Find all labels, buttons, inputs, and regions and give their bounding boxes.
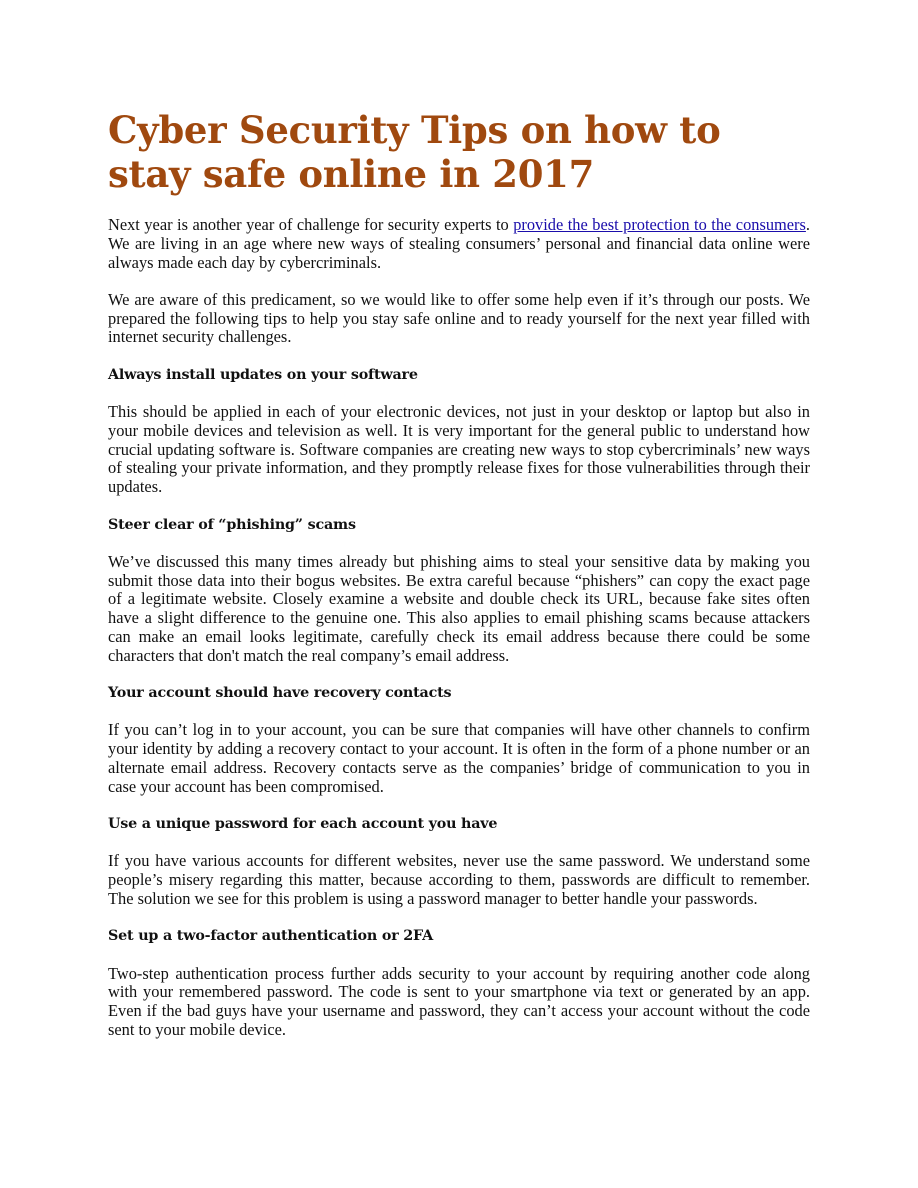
- intro-text-after-link: . We are living in an age where new ways of stealing consumers’ personal and financial data online were always made each day by cybercriminals.: [108, 215, 811, 272]
- section-heading-password: Use a unique password for each account you have: [108, 816, 498, 833]
- section-body-2fa: Two-step authentication process further adds security to your account by requiring another code along with your remembered password. The code is sent to your smartphone via text or generated by an app. Even if the bad guys have your username and password, they can’t access your account without the code sent to your mobile device.: [108, 963, 810, 1039]
- paragraph-2: We are aware of this predicament, so we would like to offer some help even if it’s through our posts. We prepared the following tips to help you stay safe online and to ready yourself for the next year filled with internet security challenges.: [108, 289, 810, 347]
- section-body-password: If you have various accounts for different websites, never use the same password. We understand some people’s misery regarding this matter, because according to them, passwords are difficult to remember. The solution we see for this problem is using a password manager to better handle your passwords.: [108, 851, 810, 909]
- document-page: [108, 108, 810, 1058]
- section-heading-recovery: Your account should have recovery contacts: [108, 685, 452, 702]
- section-body-updates: This should be applied in each of your electronic devices, not just in your desktop or laptop but also in your mobile devices and television as well. It is very important for the general public to understand how crucial updating software is. Software companies are creating new ways to stop cybercriminals’ new ways of stealing your private information, and they promptly release fixes for those vulnerabilities through their updates.: [108, 402, 810, 497]
- intro-text-before-link: Next year is another year of challenge for security experts to: [108, 215, 514, 234]
- section-heading-phishing: Steer clear of “phishing” scams: [108, 516, 356, 533]
- section-heading-2fa: Set up a two-factor authentication or 2FA: [108, 928, 434, 945]
- section-body-recovery: If you can’t log in to your account, you can be sure that companies will have other channels to confirm your identity by adding a recovery contact to your account. It is often in the form of a phone number or an alternate email address. Recovery contacts serve as the companies’ bridge of communication to you in case your account has been compromised.: [108, 720, 810, 796]
- protection-link[interactable]: provide the best protection to the consumers: [513, 215, 806, 234]
- section-body-phishing: We’ve discussed this many times already but phishing aims to steal your sensitive data by making you submit those data into their bogus websites. Be extra careful because “phishers” can copy the exact page of a legitimate website. Closely examine a website and double check its URL, because fake sites often have a slight difference to the genuine one. This also applies to email phishing scams because attackers can make an email looks legitimate, carefully check its email address because there could be some characters that don't match the real company’s email address.: [108, 551, 810, 665]
- intro-paragraph: [108, 216, 810, 272]
- section-heading-updates: Always install updates on your software: [108, 366, 418, 383]
- page-title: Cyber Security Tips on how to stay safe online in 2017: [108, 108, 721, 196]
